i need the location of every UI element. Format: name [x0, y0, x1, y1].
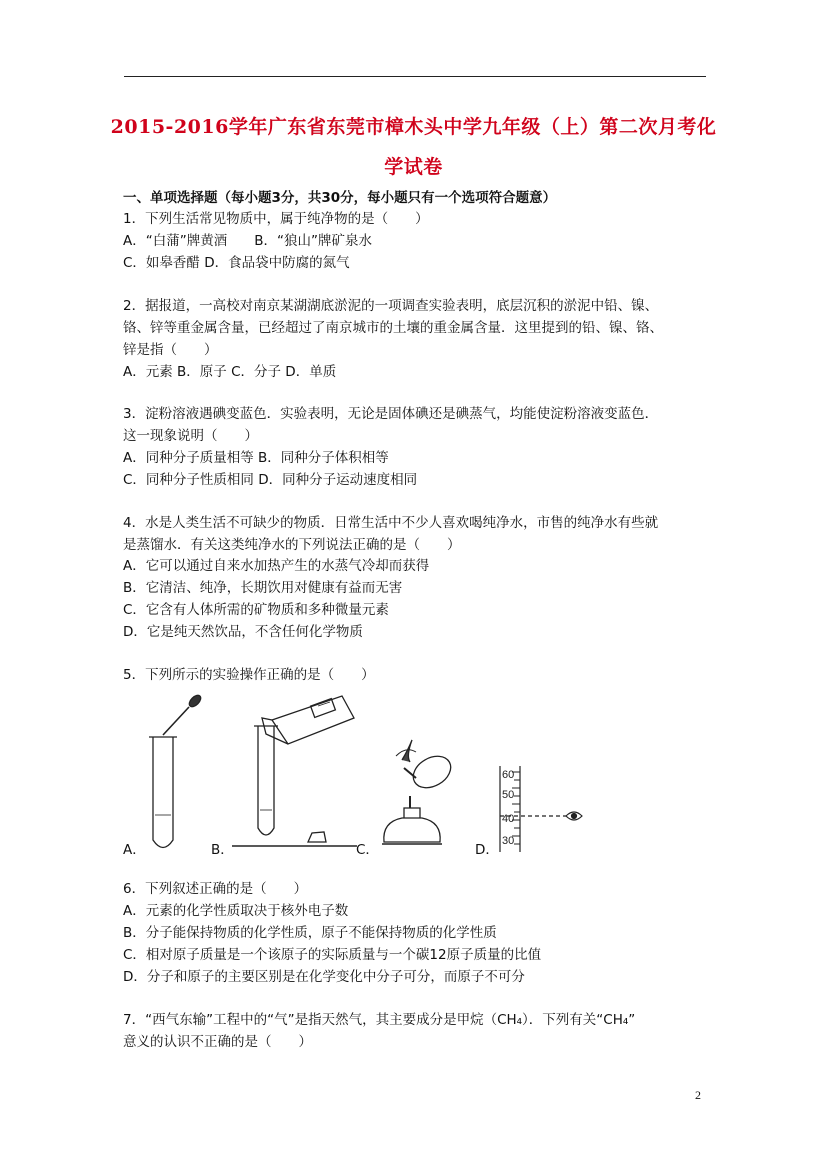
q4-stem-line2: 是蒸馏水．有关这类纯净水的下列说法正确的是（ ）	[123, 537, 461, 553]
q2-stem-line3: 锌是指（ ）	[123, 342, 218, 358]
q1-stem: 1．下列生活常见物质中，属于纯净物的是（ ）	[123, 211, 429, 227]
q7-stem-line1: 7．“西气东输”工程中的“气”是指天然气，其主要成分是甲烷（CH₄）．下列有关“CH₄”	[123, 1012, 636, 1028]
graduated-cylinder-figure	[496, 764, 606, 854]
q6-option-b: B．分子能保持物质的化学性质，原子不能保持物质的化学性质	[123, 925, 497, 941]
pouring-liquid-figure	[232, 690, 372, 855]
cylinder-tick-60: 60	[502, 769, 515, 781]
q6-option-d: D．分子和原子的主要区别是在化学变化中分子可分，而原子不可分	[123, 969, 525, 985]
alcohol-lamp-figure	[372, 730, 472, 855]
q3-options-ab: A．同种分子质量相等 B．同种分子体积相等	[123, 450, 389, 466]
q2-options: A．元素 B．原子 C．分子 D．单质	[123, 364, 337, 380]
q4-stem-line1: 4．水是人类生活不可缺少的物质．日常生活中不少人喜欢喝纯净水，市售的纯净水有些就	[123, 515, 659, 531]
q3-stem-line2: 这一现象说明（ ）	[123, 428, 258, 444]
exam-title-line1: 2015-2016学年广东省东莞市樟木头中学九年级（上）第二次月考化	[110, 116, 717, 138]
q1-options-cd: C．如皋香醋 D．食品袋中防腐的氮气	[123, 255, 350, 271]
q6-stem: 6．下列叙述正确的是（ ）	[123, 881, 308, 897]
q2-stem-line1: 2．据报道，一高校对南京某湖湖底淤泥的一项调查实验表明，底层沉积的淤泥中铅、镍、	[123, 298, 659, 314]
page-number: 2	[695, 1088, 701, 1102]
header-rule	[124, 76, 706, 77]
q5-stem: 5．下列所示的实验操作正确的是（ ）	[123, 667, 375, 683]
cylinder-tick-30: 30	[502, 835, 515, 847]
q5-label-d: D．	[475, 842, 499, 858]
q1-options-ab: A．“白蒲”牌黄酒 B．“狼山”牌矿泉水	[123, 233, 372, 249]
dropper-test-tube-figure	[145, 695, 205, 855]
q5-label-a: A．	[123, 842, 146, 858]
exam-title-line2: 学试卷	[384, 156, 443, 178]
q6-option-c: C．相对原子质量是一个该原子的实际质量与一个碳12原子质量的比值	[123, 947, 542, 963]
cylinder-tick-50: 50	[502, 789, 515, 801]
q2-stem-line2: 铬、锌等重金属含量，已经超过了南京城市的土壤的重金属含量．这里提到的铅、镍、铬、	[123, 320, 663, 336]
q7-stem-line2: 意义的认识不正确的是（ ）	[123, 1034, 312, 1050]
q3-options-cd: C．同种分子性质相同 D．同种分子运动速度相同	[123, 472, 418, 488]
q4-option-a: A．它可以通过自来水加热产生的水蒸气冷却而获得	[123, 558, 430, 574]
cylinder-tick-40: 40	[502, 813, 515, 825]
q5-label-b: B．	[211, 842, 234, 858]
q4-option-c: C．它含有人体所需的矿物质和多种微量元素	[123, 602, 389, 618]
q4-option-d: D．它是纯天然饮品，不含任何化学物质	[123, 624, 363, 640]
section-heading: 一、单项选择题（每小题3分，共30分，每小题只有一个选项符合题意）	[123, 190, 557, 206]
q3-stem-line1: 3．淀粉溶液遇碘变蓝色．实验表明，无论是固体碘还是碘蒸气，均能使淀粉溶液变蓝色．	[123, 406, 659, 422]
q6-option-a: A．元素的化学性质取决于核外电子数	[123, 903, 349, 919]
q5-label-c: C．	[356, 842, 379, 858]
q4-option-b: B．它清洁、纯净，长期饮用对健康有益而无害	[123, 580, 403, 596]
